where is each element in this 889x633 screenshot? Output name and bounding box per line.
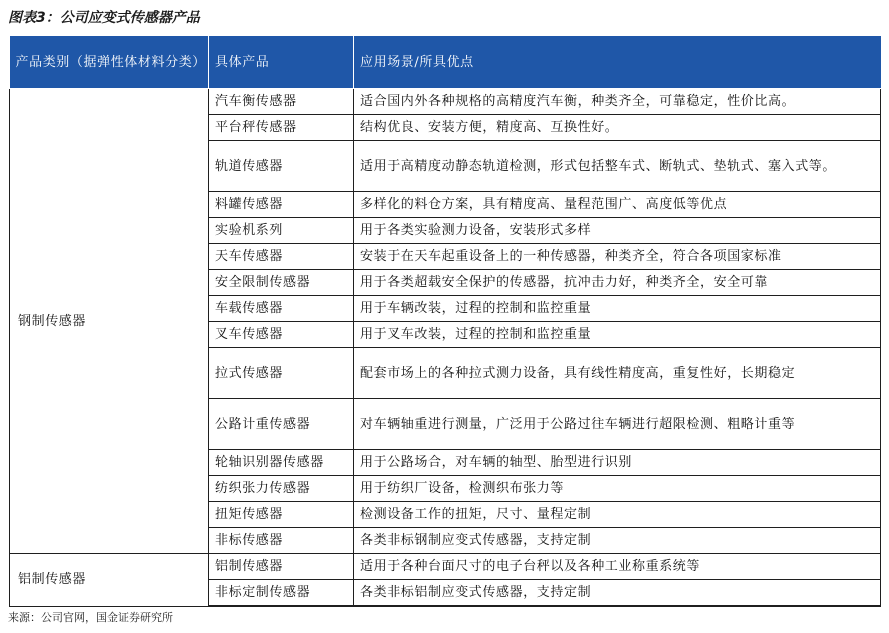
description-cell: 配套市场上的各种拉式测力设备，具有线性精度高，重复性好，长期稳定 [354, 348, 881, 399]
product-cell: 拉式传感器 [209, 348, 354, 399]
table-row [10, 89, 881, 115]
category-cell-aluminum: 铝制传感器 [10, 554, 209, 607]
product-cell: 非标传感器 [209, 528, 354, 554]
product-cell: 轨道传感器 [209, 141, 354, 192]
description-cell: 各类非标铝制应变式传感器，支持定制 [354, 580, 881, 607]
description-cell: 对车辆轴重进行测量，广泛用于公路过往车辆进行超限检测、粗略计重等 [354, 399, 881, 450]
product-cell: 实验机系列 [209, 218, 354, 244]
product-cell: 非标定制传感器 [209, 580, 354, 607]
product-cell: 安全限制传感器 [209, 270, 354, 296]
description-cell: 各类非标钢制应变式传感器，支持定制 [354, 528, 881, 554]
category-cell-steel: 钢制传感器 [10, 89, 209, 554]
figure-title: 图表3：公司应变式传感器产品 [8, 10, 200, 26]
table-row [10, 554, 881, 580]
header-category: 产品类别（据弹性体材料分类） [10, 36, 209, 89]
description-cell: 用于纺织厂设备，检测织布张力等 [354, 476, 881, 502]
product-cell: 铝制传感器 [209, 554, 354, 580]
product-cell: 公路计重传感器 [209, 399, 354, 450]
description-cell: 适用于各种台面尺寸的电子台秤以及各种工业称重系统等 [354, 554, 881, 580]
description-cell: 用于各类实验测力设备，安装形式多样 [354, 218, 881, 244]
table-header-row [10, 36, 881, 89]
product-cell: 平台秤传感器 [209, 115, 354, 141]
source-note: 来源：公司官网，国金证券研究所 [8, 611, 173, 624]
product-cell: 扭矩传感器 [209, 502, 354, 528]
product-cell: 车载传感器 [209, 296, 354, 322]
product-cell: 叉车传感器 [209, 322, 354, 348]
product-cell: 料罐传感器 [209, 192, 354, 218]
product-cell: 轮轴识别器传感器 [209, 450, 354, 476]
description-cell: 用于公路场合，对车辆的轴型、胎型进行识别 [354, 450, 881, 476]
description-cell: 用于车辆改装，过程的控制和监控重量 [354, 296, 881, 322]
description-cell: 用于各类超载安全保护的传感器，抗冲击力好，种类齐全，安全可靠 [354, 270, 881, 296]
product-cell: 汽车衡传感器 [209, 89, 354, 115]
description-cell: 用于叉车改装，过程的控制和监控重量 [354, 322, 881, 348]
description-cell: 适用于高精度动静态轨道检测，形式包括整车式、断轨式、垫轨式、塞入式等。 [354, 141, 881, 192]
description-cell: 结构优良、安装方便，精度高、互换性好。 [354, 115, 881, 141]
product-cell: 天车传感器 [209, 244, 354, 270]
header-product: 具体产品 [209, 36, 354, 89]
description-cell: 多样化的料仓方案，具有精度高、量程范围广、高度低等优点 [354, 192, 881, 218]
description-cell: 安装于在天车起重设备上的一种传感器，种类齐全，符合各项国家标准 [354, 244, 881, 270]
product-table [9, 36, 881, 607]
header-description: 应用场景/所具优点 [354, 36, 881, 89]
product-cell: 纺织张力传感器 [209, 476, 354, 502]
description-cell: 检测设备工作的扭矩，尺寸、量程定制 [354, 502, 881, 528]
description-cell: 适合国内外各种规格的高精度汽车衡，种类齐全，可靠稳定，性价比高。 [354, 89, 881, 115]
